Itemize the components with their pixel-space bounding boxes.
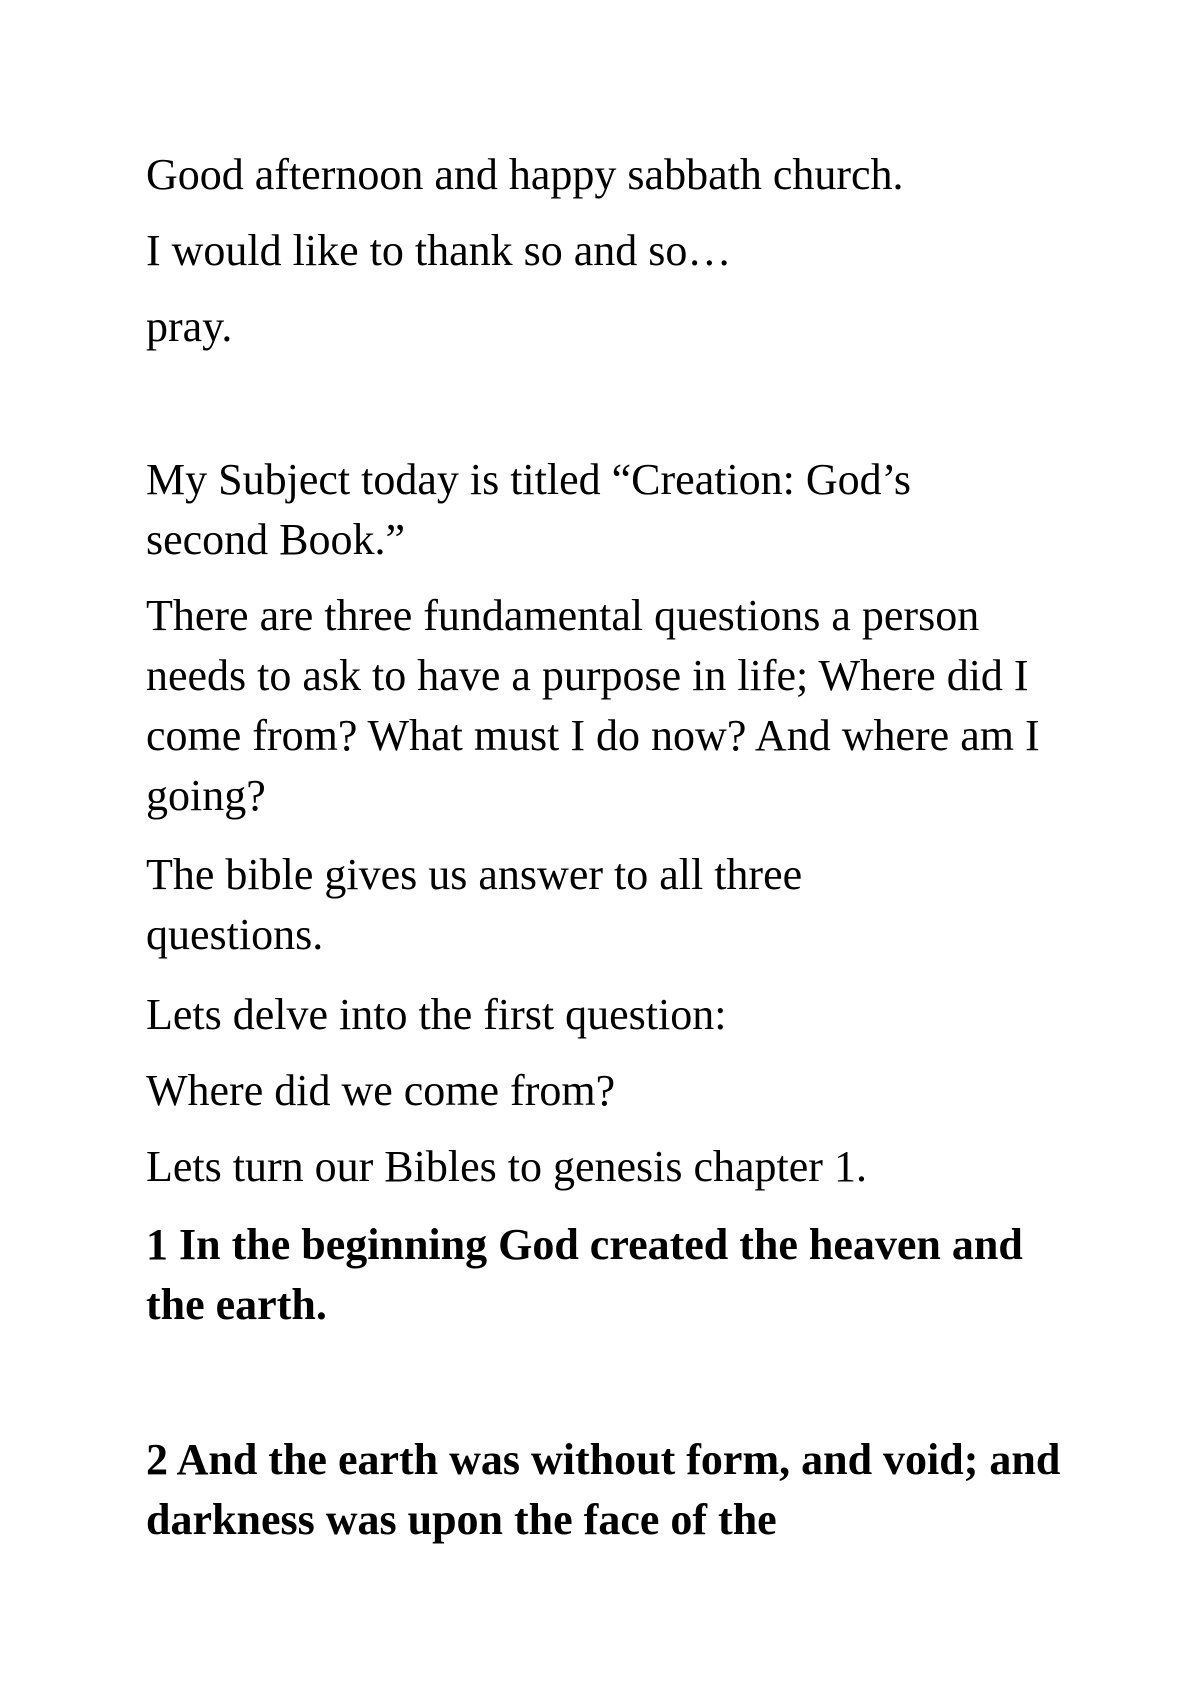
genesis-reference-paragraph: Lets turn our Bibles to genesis chapter 1.	[146, 1142, 867, 1191]
verse-1: 1 In the beginning God created the heaven and the earth.	[146, 1220, 1023, 1329]
where-from-paragraph: Where did we come from?	[146, 1066, 616, 1115]
thanks-paragraph: I would like to thank so and so…	[146, 226, 732, 275]
prayer-paragraph: pray.	[146, 302, 233, 351]
first-question-paragraph: Lets delve into the first question:	[146, 990, 727, 1039]
verse-2: 2 And the earth was without form, and void; and darkness was upon the face of the	[146, 1435, 1061, 1544]
greeting-paragraph: Good afternoon and happy sabbath church.	[146, 150, 904, 199]
subject-paragraph: My Subject today is titled “Creation: God’s second Book.”	[146, 455, 912, 564]
answers-paragraph: The bible gives us answer to all three questions.	[146, 850, 803, 959]
questions-paragraph: There are three fundamental questions a person needs to ask to have a purpose in life; Where did I come from? What must I do now? And where am I going?	[146, 591, 1040, 820]
